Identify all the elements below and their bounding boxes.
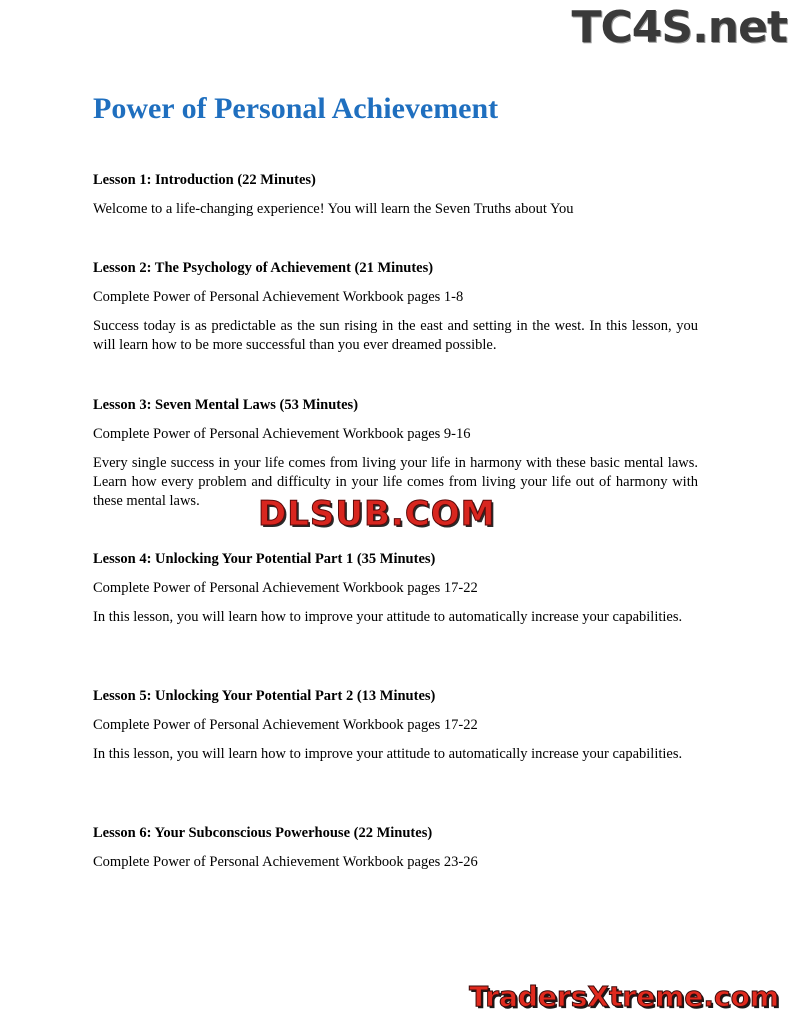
lesson-description: In this lesson, you will learn how to improve your attitude to automatically increase your capabilities. [93,746,683,762]
lesson-heading: Lesson 3: Seven Mental Laws (53 Minutes) [93,397,359,413]
lesson-description: Every single success in your life comes from living your life in harmony with these basic mental laws. Learn how every problem and difficulty in your life comes from living your life out of harmony with these mental laws. [93,455,698,509]
lesson-description: Success today is as predictable as the sun rising in the east and setting in the west. In this lesson, you will learn how to be more successful than you ever dreamed possible. [93,318,698,353]
lesson-heading: Lesson 6: Your Subconscious Powerhouse (22 Minutes) [93,825,433,841]
watermark-dlsub: DLSUB.COM [258,494,496,534]
lesson-workbook-pages: Complete Power of Personal Achievement Workbook pages 17-22 [93,717,478,733]
lesson-workbook-pages: Complete Power of Personal Achievement Workbook pages 23-26 [93,854,478,870]
lesson-heading: Lesson 2: The Psychology of Achievement (21 Minutes) [93,260,434,276]
lesson-workbook-pages: Complete Power of Personal Achievement Workbook pages 17-22 [93,580,478,596]
lesson-1 [93,171,698,219]
lesson-heading: Lesson 5: Unlocking Your Potential Part 2 (13 Minutes) [93,688,436,704]
lesson-2 [93,259,698,355]
lesson-heading: Lesson 1: Introduction (22 Minutes) [93,172,316,188]
watermark-tradersxtreme: TradersXtreme.com [469,980,779,1013]
lesson-5 [93,687,698,764]
lesson-workbook-pages: Complete Power of Personal Achievement Workbook pages 9-16 [93,426,471,442]
lesson-4 [93,550,698,627]
page-title: Power of Personal Achievement [93,92,499,125]
lesson-description: In this lesson, you will learn how to improve your attitude to automatically increase your capabilities. [93,609,683,625]
lesson-workbook-pages: Complete Power of Personal Achievement Workbook pages 1-8 [93,289,464,305]
lesson-description: Welcome to a life-changing experience! You will learn the Seven Truths about You [93,201,574,217]
lesson-6 [93,824,698,872]
lesson-heading: Lesson 4: Unlocking Your Potential Part 1 (35 Minutes) [93,551,436,567]
watermark-tc4s: TC4S.net [571,2,787,53]
